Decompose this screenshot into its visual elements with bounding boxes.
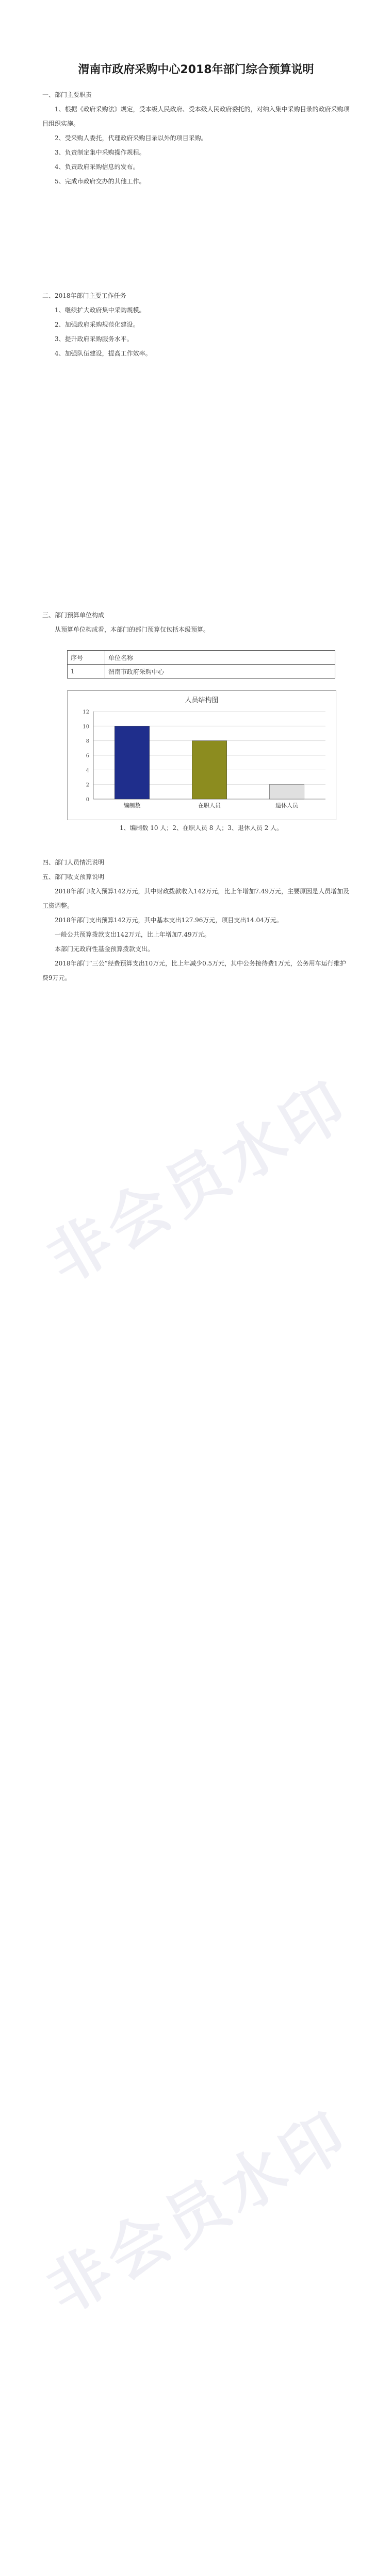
personnel-chart [67, 690, 336, 820]
paragraph: 2018年部门收入预算142万元，其中财政拨款收入142万元，比上年增加7.49万元，主要原因是人员增加及工资调整。 [42, 888, 350, 909]
section-duties [42, 88, 352, 189]
paragraph: 2018年部门支出预算142万元，其中基本支出127.96万元，项目支出14.04万元。 [55, 917, 283, 924]
table-header-cell: 单位名称 [105, 651, 335, 665]
y-tick-label: 0 [86, 797, 89, 803]
section-budget [42, 855, 352, 985]
paragraph: 5、完成市政府交办的其他工作。 [55, 178, 145, 185]
table-row [68, 665, 335, 679]
table-cell: 1 [68, 665, 105, 679]
bar [269, 785, 304, 799]
section-tasks [42, 289, 352, 361]
paragraph: 一般公共预算拨款支出142万元，比上年增加7.49万元。 [55, 931, 210, 938]
y-tick-label: 8 [86, 738, 89, 744]
unit-table [67, 650, 335, 679]
y-tick-label: 10 [83, 724, 89, 730]
section-units [42, 608, 352, 637]
paragraph: 1、根据《政府采购法》规定，受本级人民政府、受本级人民政府委托的，对纳入集中采购目录的政府采购项目组织实施。 [42, 106, 350, 127]
table-cell: 渭南市政府采购中心 [105, 665, 335, 679]
paragraph: 4、负责政府采购信息的发布。 [55, 163, 139, 171]
y-tick-label: 6 [86, 753, 89, 759]
personnel-note: 1、编制数 10 人；2、在职人员 8 人；3、退休人员 2 人。 [119, 824, 283, 832]
y-tick-label: 4 [86, 768, 89, 774]
section-heading: 一、部门主要职责 [42, 91, 92, 98]
paragraph: 2、受采购人委托，代理政府采购目录以外的项目采购。 [55, 134, 207, 142]
paragraph: 本部门无政府性基金预算拨款支出。 [55, 945, 154, 953]
page-title: 渭南市政府采购中心2018年部门综合预算说明 [78, 63, 314, 76]
paragraph: 1、继续扩大政府集中采购规模。 [55, 307, 145, 314]
paragraph: 2、加强政府采购规范化建设。 [55, 321, 139, 328]
paragraph: 从预算单位构成看，本部门的部门预算仅包括本级预算。 [55, 626, 210, 633]
bar [192, 741, 227, 799]
bar [115, 726, 150, 799]
paragraph: 2018年部门“三公”经费预算支出10万元，比上年减少0.5万元，其中公务接待费1万元，公务用车运行维护费9万元。 [42, 960, 346, 981]
table-header-row [68, 651, 335, 665]
section-heading: 三、部门预算单位构成 [42, 612, 105, 619]
paragraph: 4、加强队伍建设，提高工作效率。 [55, 350, 152, 357]
section-heading: 五、部门收支预算说明 [42, 873, 105, 880]
y-tick-label: 2 [86, 782, 89, 788]
section-heading: 二、2018年部门主要工作任务 [42, 292, 126, 299]
x-tick-label: 退休人员 [275, 802, 298, 809]
section-heading: 四、部门人员情况说明 [42, 859, 105, 866]
paragraph: 3、负责制定集中采购操作规程。 [55, 149, 145, 156]
chart-svg [68, 691, 336, 820]
x-tick-label: 在职人员 [198, 802, 221, 809]
paragraph: 3、提升政府采购服务水平。 [55, 335, 133, 343]
x-tick-label: 编制数 [123, 802, 141, 809]
table-header-cell: 序号 [68, 651, 105, 665]
y-tick-label: 12 [83, 709, 89, 715]
chart-title: 人员结构图 [185, 697, 219, 704]
watermark: 非会员水印 [36, 1067, 362, 1297]
watermark: 非会员水印 [36, 2098, 362, 2328]
